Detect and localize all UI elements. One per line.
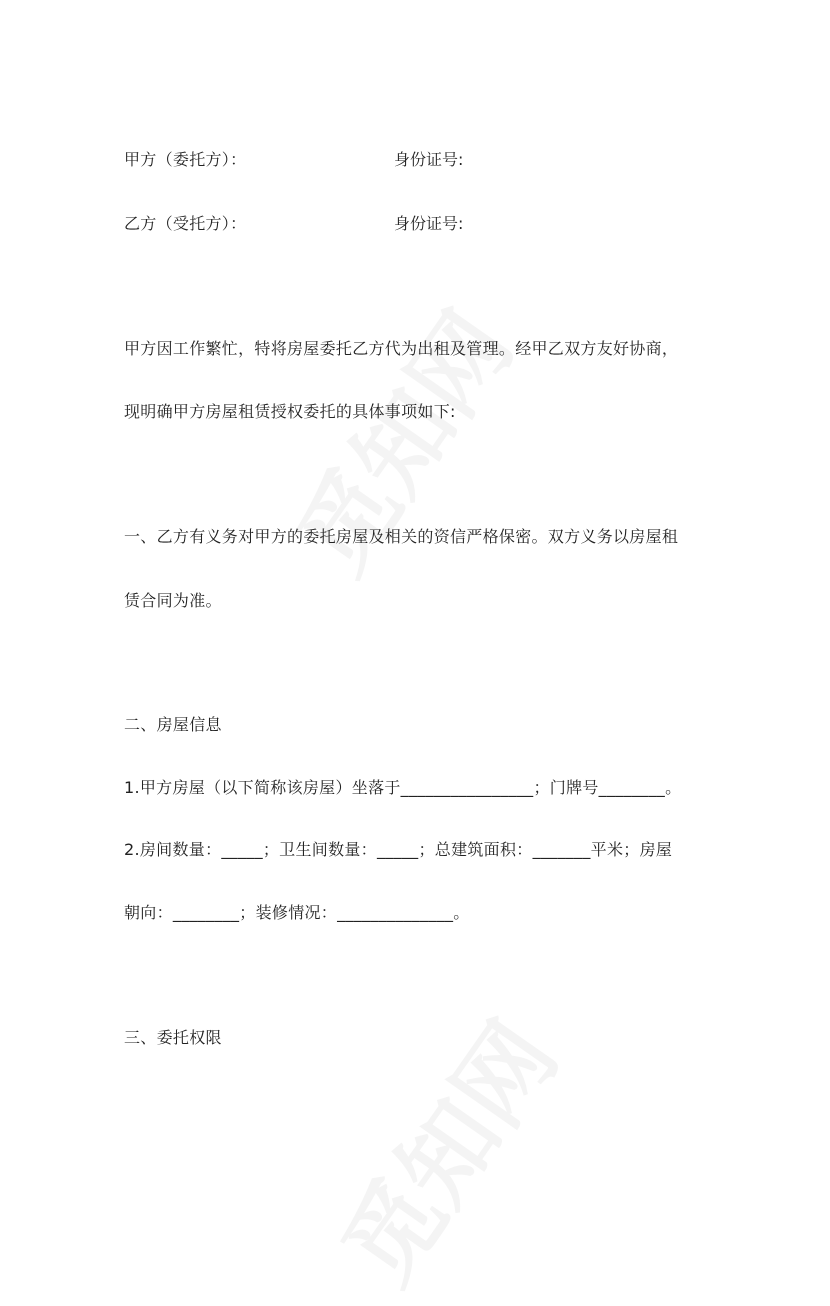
- section2-item-2-line-1: 2.房间数量：_____；卫生间数量：_____；总建筑面积：_______平米；房屋: [124, 840, 673, 859]
- intro-line-1: 甲方因工作繁忙，特将房屋委托乙方代为出租及管理。经甲乙双方友好协商，: [124, 339, 679, 358]
- section3-heading: 三、委托权限: [124, 1028, 222, 1047]
- section1-line-1: 一、乙方有义务对甲方的委托房屋及相关的资信严格保密。双方义务以房屋租: [124, 527, 679, 546]
- section2-item-1: 1.甲方房屋（以下简称该房屋）坐落于________________；门牌号________。: [124, 778, 682, 797]
- section1-line-2: 赁合同为准。: [124, 591, 222, 610]
- party-b-id-label: 身份证号:: [394, 214, 464, 233]
- intro-line-2: 现明确甲方房屋租赁授权委托的具体事项如下:: [124, 402, 456, 421]
- watermark-1: [260, 281, 537, 595]
- party-a-id-label: 身份证号:: [394, 150, 464, 169]
- watermark-2: [305, 991, 582, 1305]
- party-b-label: 乙方（受托方）：: [124, 214, 247, 233]
- section2-item-2-line-2: 朝向：________；装修情况：______________。: [124, 903, 470, 922]
- section2-heading: 二、房屋信息: [124, 715, 222, 734]
- party-a-label: 甲方（委托方）：: [124, 150, 247, 169]
